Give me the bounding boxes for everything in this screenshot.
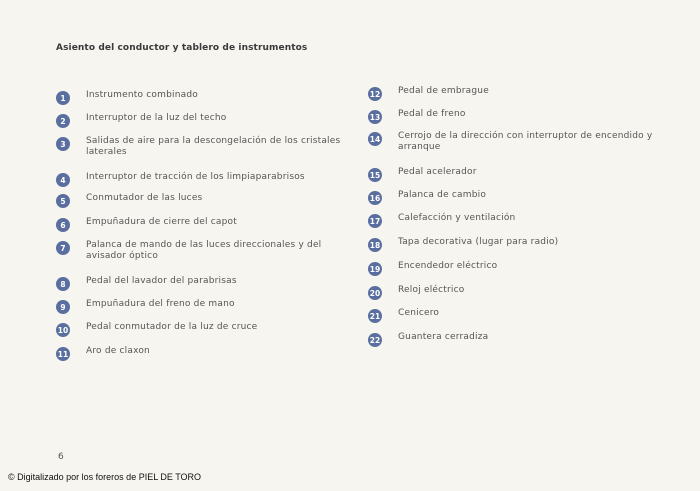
number-badge: 3 [56,137,70,151]
item-label: Palanca de cambio [398,190,487,200]
number-badge: 5 [56,194,70,208]
item-label: Pedal del lavador del parabrisas [86,276,237,286]
item-label: Tapa decorativa (lugar para radio) [398,237,559,247]
list-item-2 [56,113,346,128]
list-item-21 [368,308,658,323]
list-item-9 [56,299,346,314]
list-item-5 [56,193,346,208]
list-item-20 [368,285,658,300]
item-label: Empuñadura del freno de mano [86,299,235,309]
item-label: Calefacción y ventilación [398,213,516,223]
item-label: Pedal de freno [398,109,466,119]
item-label: Palanca de mando de las luces direccionales y del avisador óptico [86,240,322,261]
list-item-13 [368,109,658,124]
item-label: Cenicero [398,308,440,318]
number-badge: 9 [56,300,70,314]
item-label: Cerrojo de la dirección con interruptor de encendido y arranque [398,131,653,152]
item-label: Salidas de aire para la descongelación de los cristales laterales [86,136,341,157]
item-label: Conmutador de las luces [86,193,203,203]
list-item-22 [368,332,658,347]
number-badge: 19 [368,262,382,276]
list-item-15 [368,167,658,182]
number-badge: 21 [368,309,382,323]
item-label: Pedal de embrague [398,86,489,96]
number-badge: 12 [368,87,382,101]
list-item-11 [56,346,346,361]
page-title: Asiento del conductor y tablero de instrumentos [56,43,308,53]
item-label: Interruptor de la luz del techo [86,113,227,123]
page-number: 6 [58,452,64,462]
number-badge: 10 [56,323,70,337]
number-badge: 14 [368,132,382,146]
item-label: Reloj eléctrico [398,285,465,295]
item-label: Interruptor de tracción de los limpiaparabrisos [86,172,305,182]
number-badge: 13 [368,110,382,124]
number-badge: 2 [56,114,70,128]
number-badge: 20 [368,286,382,300]
item-label: Guantera cerradiza [398,332,489,342]
list-item-19 [368,261,658,276]
scan-credit: © Digitalizado por los foreros de PIEL DE TORO [8,472,202,482]
list-item-18 [368,237,658,252]
number-badge: 1 [56,91,70,105]
number-badge: 4 [56,173,70,187]
list-item-8 [56,276,346,291]
item-label: Pedal acelerador [398,167,477,177]
number-badge: 17 [368,214,382,228]
list-item-14 [368,131,658,153]
number-badge: 16 [368,191,382,205]
list-item-12 [368,86,658,101]
item-label: Pedal conmutador de la luz de cruce [86,322,258,332]
list-item-1 [56,90,346,105]
list-item-3 [56,136,346,158]
item-label: Empuñadura de cierre del capot [86,217,237,227]
item-label: Instrumento combinado [86,90,198,100]
item-label: Encendedor eléctrico [398,261,498,271]
list-item-16 [368,190,658,205]
list-item-10 [56,322,346,337]
number-badge: 6 [56,218,70,232]
number-badge: 22 [368,333,382,347]
number-badge: 15 [368,168,382,182]
list-item-4 [56,172,346,187]
item-label: Aro de claxon [86,346,150,356]
list-item-7 [56,240,346,262]
number-badge: 7 [56,241,70,255]
number-badge: 11 [56,347,70,361]
list-item-17 [368,213,658,228]
number-badge: 18 [368,238,382,252]
number-badge: 8 [56,277,70,291]
list-item-6 [56,217,346,232]
